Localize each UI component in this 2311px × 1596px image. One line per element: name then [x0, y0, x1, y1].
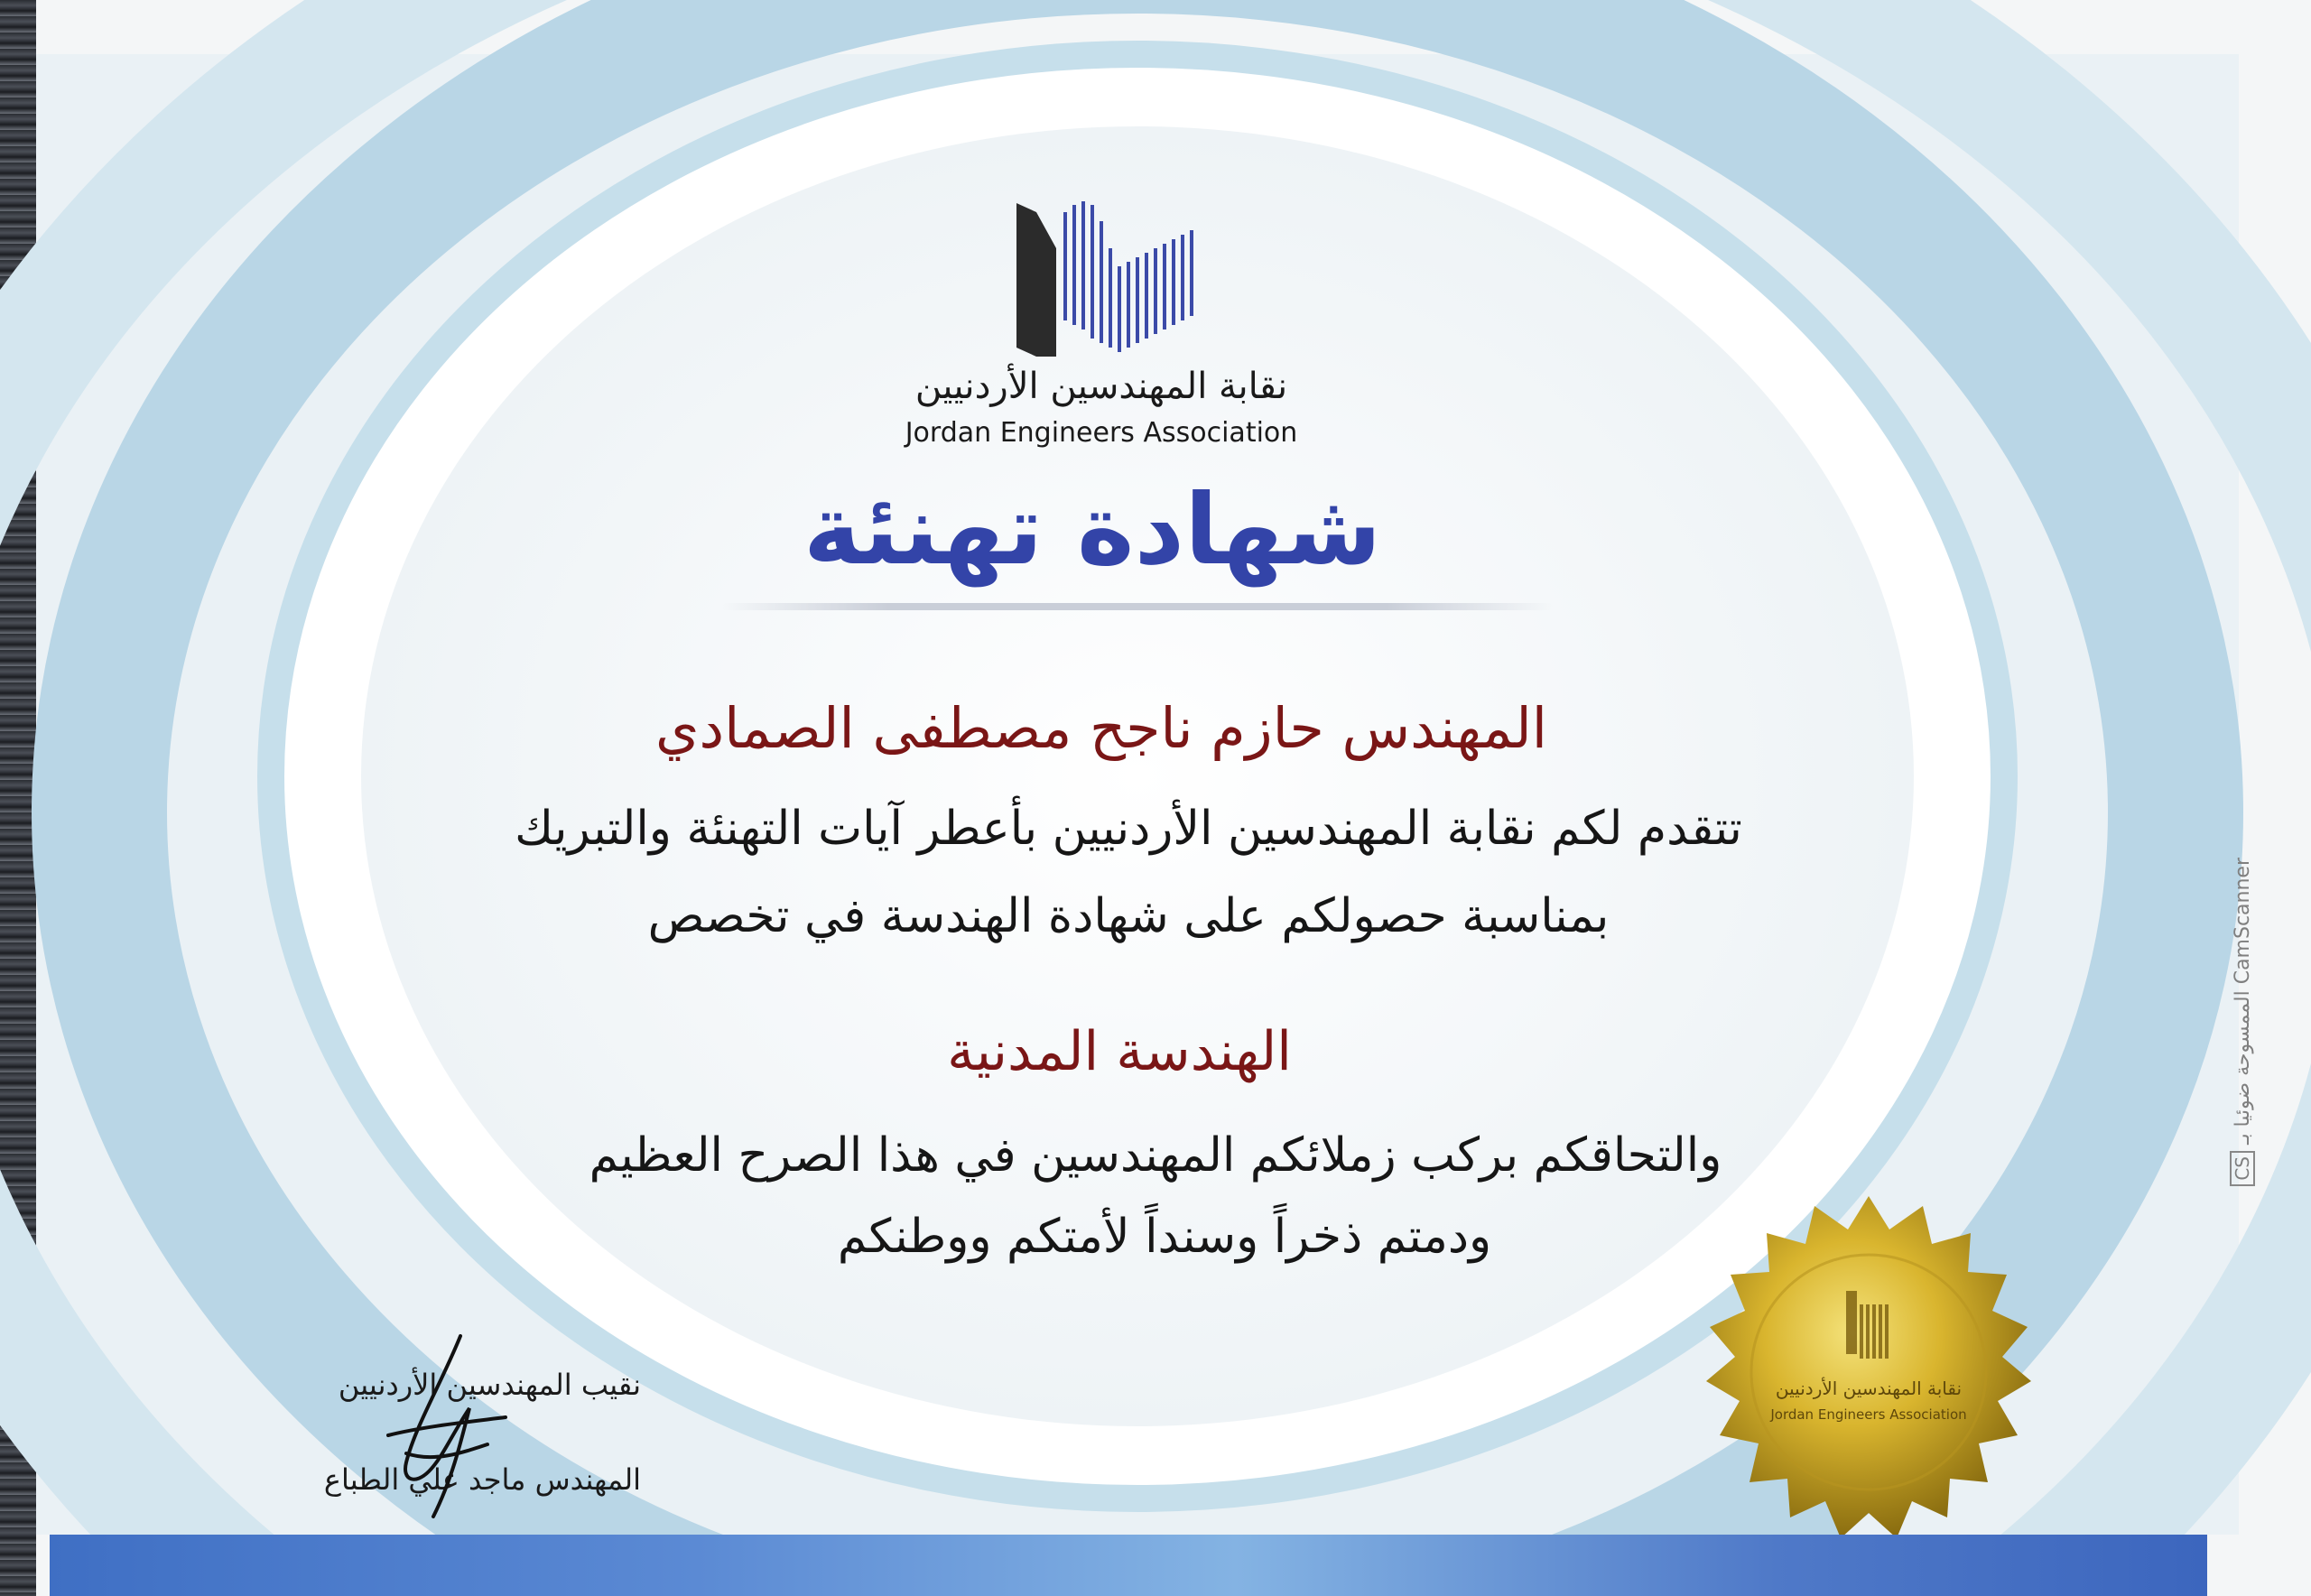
body-line-4: ودمتم ذخراً وسنداً لأمتكم ووطنكم [837, 1210, 1492, 1264]
seal-text-arabic: نقابة المهندسين الأردنيين [1775, 1378, 1963, 1399]
certificate-title: شهادة تهنئة [803, 474, 1382, 587]
specialty-name: الهندسة المدنية [947, 1020, 1292, 1083]
title-underline [722, 603, 1553, 610]
handwritten-signature [352, 1327, 533, 1526]
watermark-text: CamScanner الممسوحة ضوئيا بـ [2232, 858, 2254, 1145]
body-line-1: تتقدم لكم نقابة المهندسين الأردنيين بأعطر آيات التهنئة والتبريك [515, 802, 1742, 856]
org-name-arabic: نقابة المهندسين الأردنيين [914, 366, 1288, 407]
jea-logo-icon [1009, 194, 1208, 366]
body-line-2: بمناسبة حصولكم على شهادة الهندسة في تخصص [647, 889, 1610, 943]
signer-name: المهندس ماجد علي الطباع [323, 1462, 641, 1497]
org-name-english: Jordan Engineers Association [905, 417, 1298, 449]
signer-title: نقيب المهندسين الأردنيين [338, 1368, 641, 1402]
body-line-3: والتحاقكم بركب زملائكم المهندسين في هذا الصرح العظيم [589, 1128, 1722, 1183]
bottom-blue-band [50, 1535, 2207, 1596]
recipient-name: المهندس حازم ناجح مصطفى الصمادي [655, 695, 1547, 761]
watermark-logo: CS [2230, 1151, 2255, 1186]
scanner-watermark [2230, 858, 2266, 1219]
seal-text-english: Jordan Engineers Association [1770, 1406, 1967, 1423]
gold-seal-icon [1675, 1192, 2063, 1553]
